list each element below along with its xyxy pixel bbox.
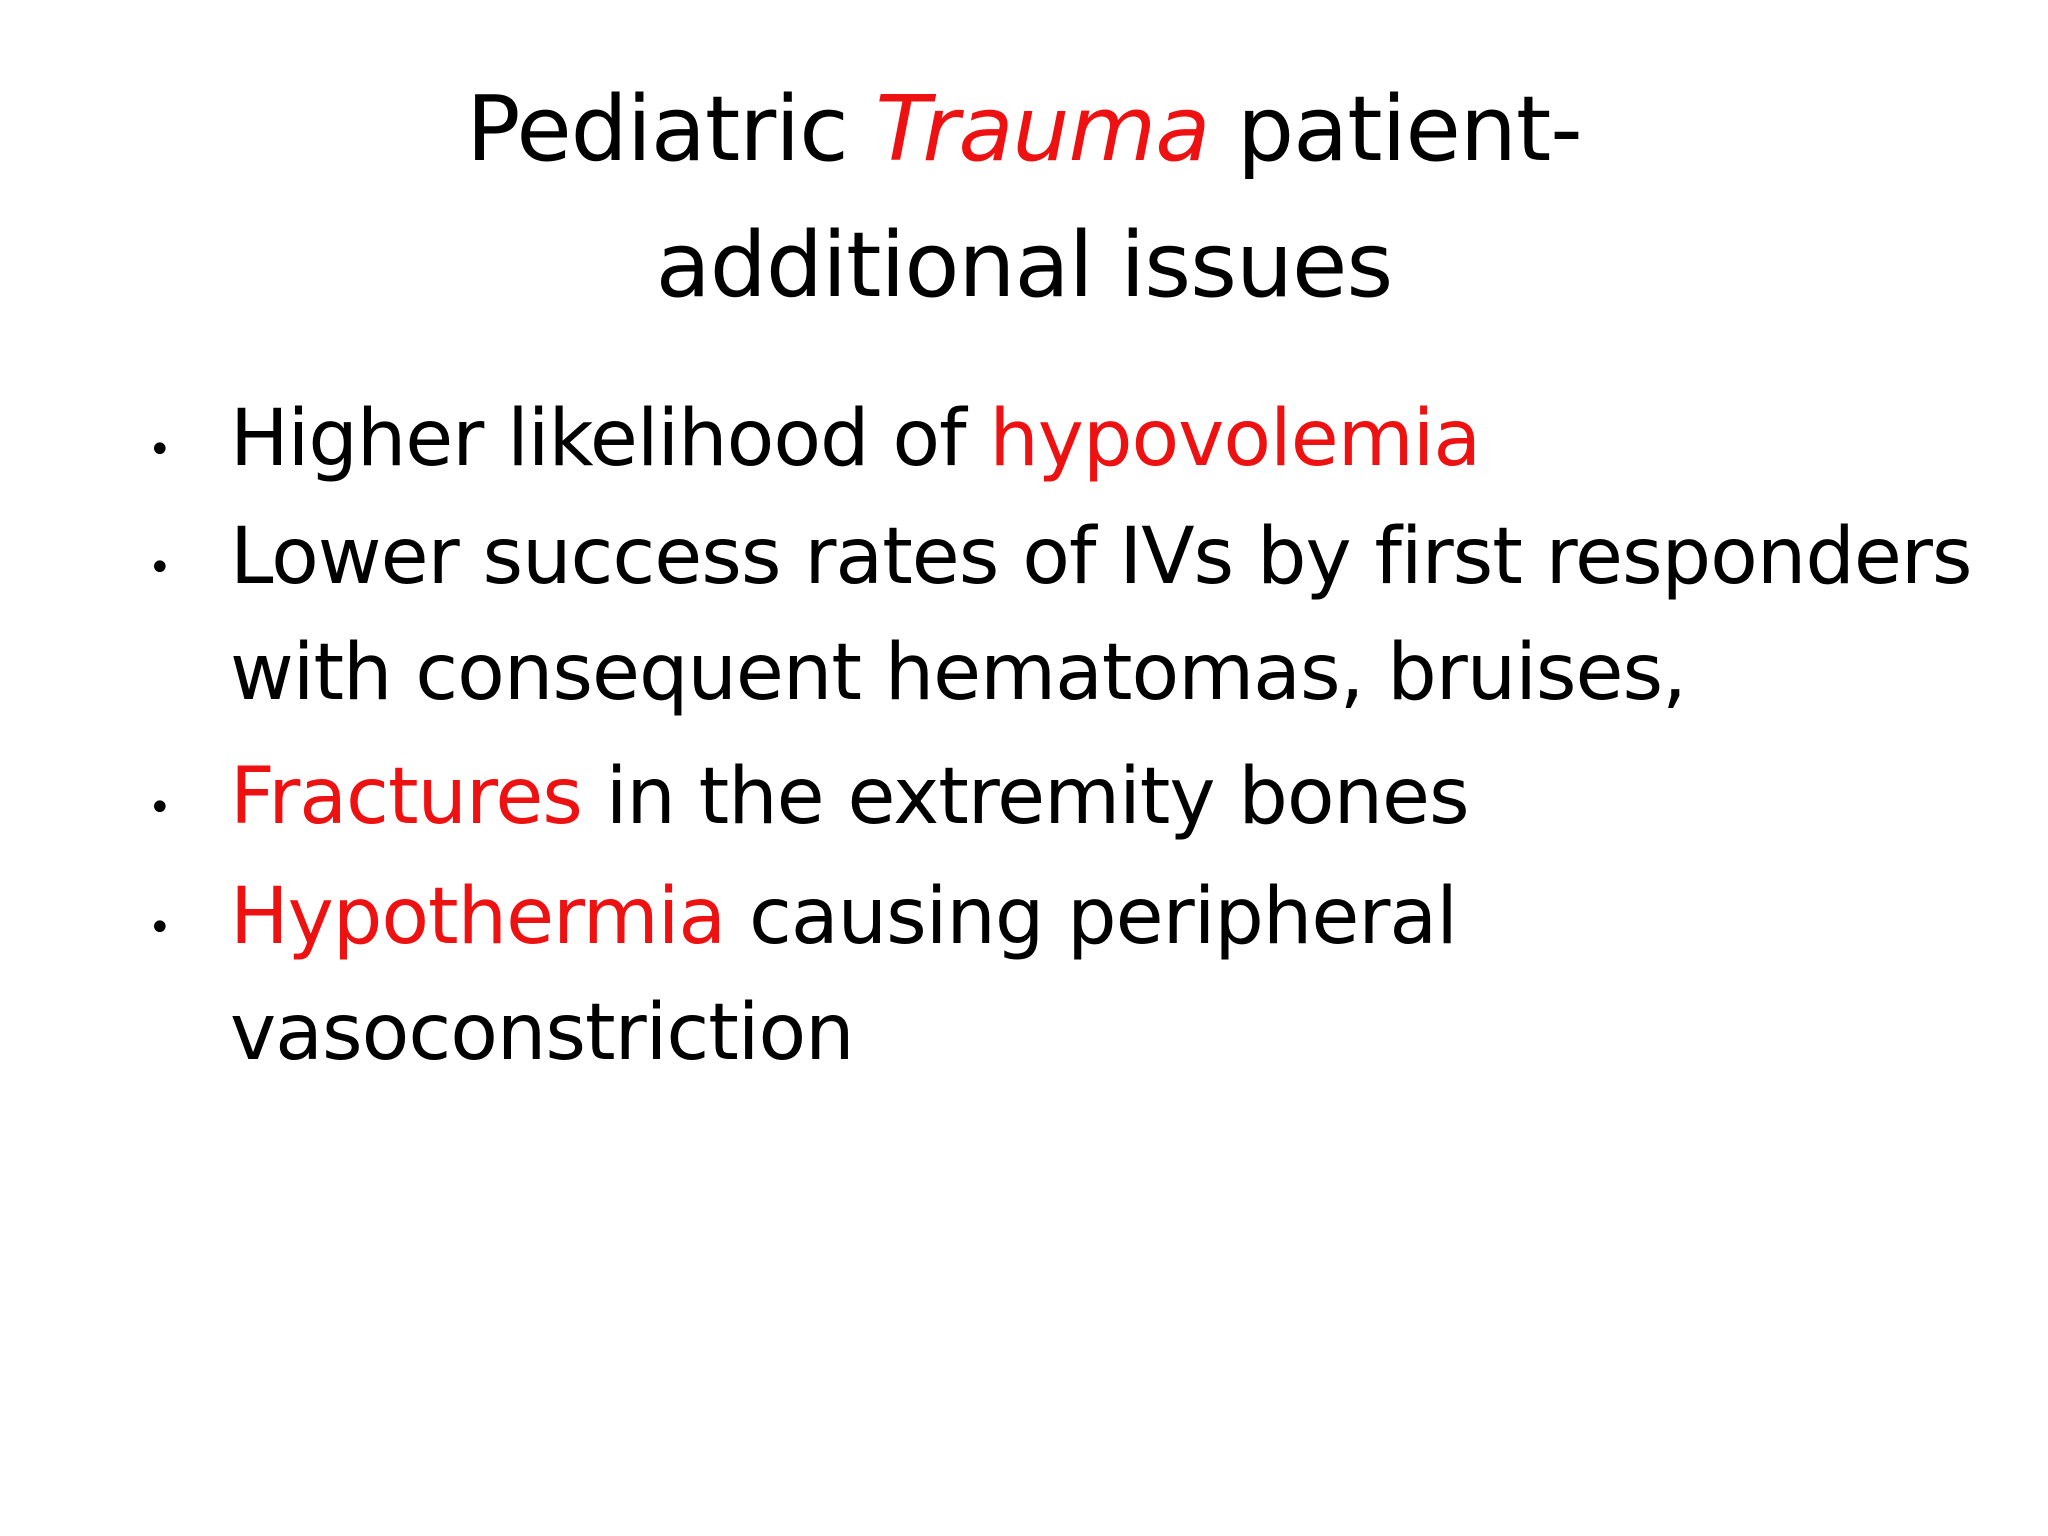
bullet-1-pre: Higher likelihood of [230, 394, 990, 484]
bullet-marker: • [148, 785, 172, 831]
bullet-3-emphasis: Fractures [230, 752, 582, 842]
bullet-marker: • [148, 905, 172, 951]
bullet-marker: • [148, 427, 172, 473]
bullet-1-text [230, 394, 1481, 484]
bullet-3-post: in the extremity bones [581, 752, 1469, 842]
bullet-marker: • [148, 545, 172, 591]
title-text-post: patient- [1209, 77, 1582, 182]
title-text-pre: Pediatric [466, 77, 876, 182]
bullet-4-line-2: vasoconstriction [230, 988, 854, 1078]
bullet-1-emphasis: hypovolemia [989, 394, 1481, 484]
bullet-2-line-2: with consequent hematomas, bruises, [230, 628, 1686, 718]
bullet-4-emphasis: Hypothermia [230, 872, 726, 962]
bullet-4-line-1 [230, 872, 1457, 962]
bullet-2-line-1: Lower success rates of IVs by first responders [230, 512, 1972, 602]
bullet-4-post: causing peripheral [725, 872, 1457, 962]
bullet-3-text [230, 752, 1469, 842]
title-line-2: additional issues [655, 213, 1393, 318]
title-emphasis-word: Trauma [875, 77, 1210, 182]
